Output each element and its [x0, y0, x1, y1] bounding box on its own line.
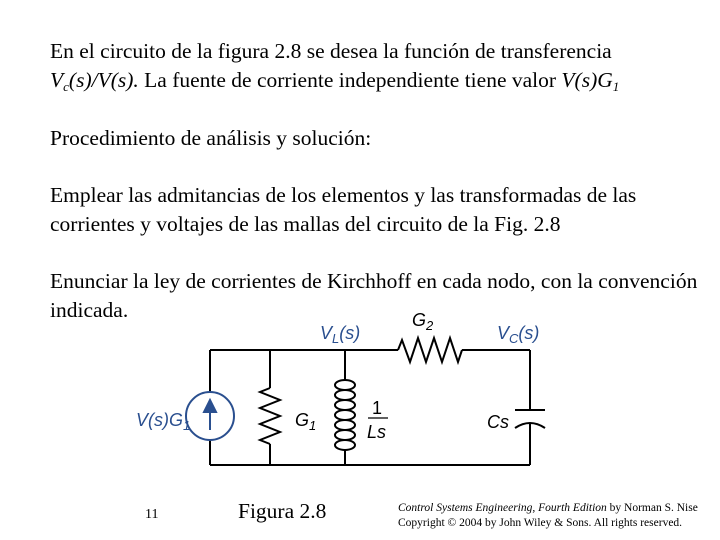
- paragraph-procedure: Procedimiento de análisis y solución:: [50, 126, 372, 150]
- intro-text-1: En el circuito de la figura 2.8 se desea la función de transferencia: [50, 39, 612, 63]
- resistor-g2: [398, 338, 462, 362]
- figure-caption: Figura 2.8: [238, 499, 327, 523]
- resistor-g1: [260, 388, 280, 444]
- credit-book-title: Control Systems Engineering, Fourth Edition: [398, 502, 607, 514]
- copyright-credit: [398, 501, 714, 531]
- paragraph-intro: [50, 37, 710, 95]
- label-g1: $G_1$: [295, 410, 317, 433]
- label-capacitor: Cs: [487, 412, 509, 432]
- label-vl: $V_L(s)$: [320, 323, 361, 346]
- inductor-coil: [335, 380, 355, 450]
- intro-text-2: La fuente de corriente independiente tiene valor: [138, 68, 562, 92]
- paragraph-kirchhoff: Enunciar la ley de corrientes de Kirchhoff en cada nodo, con la convención indicada.: [50, 269, 698, 322]
- label-source: $V(s)G_1$: [136, 410, 191, 433]
- credit-copyright: Copyright © 2004 by John Wiley & Sons. All rights reserved.: [398, 517, 683, 529]
- source-arrow: [204, 400, 216, 430]
- paragraph-admittances: Emplear las admitancias de los elementos y las transformadas de las corrientes y voltajes de las mallas del circuito de la Fig. 2.8: [50, 183, 637, 236]
- vc-symbol: $V_c(s)/V(s)$.: [50, 68, 139, 94]
- label-l-denominator: Ls: [367, 422, 387, 442]
- slide-number: 11: [145, 507, 159, 522]
- credit-author: by Norman S. Nise: [606, 502, 698, 514]
- label-l-numerator: 1: [372, 398, 383, 418]
- label-g2: $G_2$: [412, 310, 434, 333]
- source-value: $V(s)G_1$: [561, 68, 620, 94]
- label-vc: $V_C(s)$: [497, 323, 540, 346]
